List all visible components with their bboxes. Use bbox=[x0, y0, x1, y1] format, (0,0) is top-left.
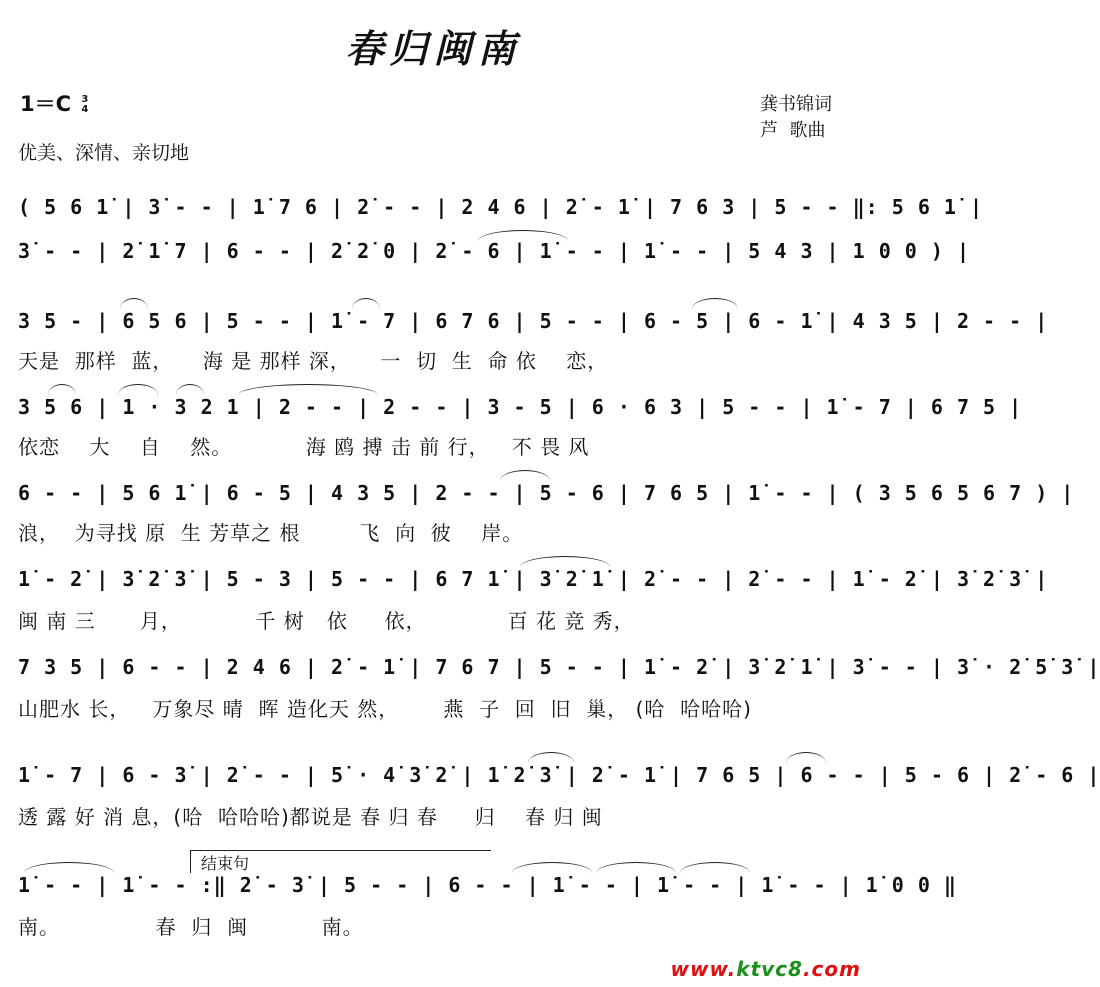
slur bbox=[24, 862, 114, 873]
slur bbox=[786, 752, 826, 763]
slur bbox=[478, 230, 568, 241]
site-watermark bbox=[671, 957, 861, 981]
score-line-6-notes: 1̇ - 2̇ | 3̇ 2̇ 3̇ | 5 - 3 | 5 - - | 6 7 1̇ | 3̇ 2̇ 1̇ | 2̇ - - | 2̇ - - | 1̇ - 2̇ | 3̇ 2̇ 3̇ | bbox=[18, 567, 1049, 591]
watermark-part-b: ktvc8 bbox=[736, 957, 803, 981]
score-line-3-lyrics: 天是 那样 蓝， 海 是 那样 深， 一 切 生 命 依 恋， bbox=[18, 349, 609, 373]
slur bbox=[500, 470, 550, 481]
slur bbox=[48, 384, 76, 395]
time-signature bbox=[81, 95, 88, 115]
score-line-6-lyrics: 闽 南 三 月， 千 树 依 依， 百 花 竞 秀， bbox=[18, 609, 635, 633]
lyricist: 龚书锦词 bbox=[760, 94, 832, 115]
score-line-7-notes: 7 3 5 | 6 - - | 2 4 6 | 2̇ - 1̇ | 7 6 7 | 5 - - | 1̇ - 2̇ | 3̇ 2̇ 1̇ | 3̇ - - | 3̇ · 2̇ 5̇ 3̇ | bbox=[18, 655, 1100, 679]
score-line-1-notes: ( 5 6 1̇ | 3̇ - - | 1̇ 7 6 | 2̇ - - | 2 4 6 | 2̇ - 1̇ | 7 6 3 | 5 - - ‖: 5 6 1̇ | bbox=[18, 195, 984, 219]
score-line-4-notes: 3 5 6 | 1 · 3 2 1 | 2 - - | 2 - - | 3 - 5 | 6 · 6 3 | 5 - - | 1̇ - 7 | 6 7 5 | bbox=[18, 395, 1023, 419]
slur bbox=[528, 752, 574, 763]
slur bbox=[520, 556, 610, 567]
slur bbox=[680, 862, 750, 873]
time-top: 3 bbox=[81, 94, 89, 105]
slur bbox=[176, 384, 204, 395]
song-title: 春归闽南 bbox=[345, 26, 522, 71]
score-line-3-notes: 3 5 - | 6 5 6 | 5 - - | 1̇ - 7 | 6 7 6 | 5 - - | 6 - 5 | 6 - 1̇ | 4 3 5 | 2 - - | bbox=[18, 309, 1049, 333]
composer: 芦 歌曲 bbox=[760, 120, 826, 141]
score-line-8-notes: 1̇ - 7 | 6 - 3̇ | 2̇ - - | 5̇ · 4̇ 3̇ 2̇ | 1̇ 2̇ 3̇ | 2̇ - 1̇ | 7 6 5 | 6 - - | 5 - 6 | 2̇ - 6 | bbox=[18, 763, 1100, 787]
score-line-5-lyrics: 浪， 为寻找 原 生 芳草之 根 飞 向 彼 岸。 bbox=[18, 521, 524, 545]
credits bbox=[760, 92, 832, 144]
slur bbox=[596, 862, 676, 873]
slur bbox=[238, 384, 378, 395]
score-line-9-lyrics: 南。 春 归 闽 南。 bbox=[18, 915, 364, 939]
score-line-8-lyrics: 透 露 好 消 息，(哈 哈哈哈)都说是 春 归 春 归 春 归 闽 bbox=[18, 805, 603, 829]
slur bbox=[352, 298, 380, 309]
score-line-7-lyrics: 山肥水 长， 万象尽 晴 晖 造化天 然， 燕 子 回 旧 巢， (哈 哈哈哈) bbox=[18, 697, 752, 721]
score-line-2-notes: 3̇ - - | 2̇ 1̇ 7 | 6 - - | 2̇ 2̇ 0 | 2̇ - 6 | 1̇ - - | 1̇ - - | 5 4 3 | 1 0 0 ) | bbox=[18, 239, 970, 263]
slur bbox=[118, 384, 158, 395]
key-signature bbox=[20, 88, 88, 118]
score-line-4-lyrics: 依恋 大 自 然。 海 鸥 搏 击 前 行， 不 畏 风 bbox=[18, 435, 590, 459]
slur bbox=[692, 298, 738, 309]
score-line-9-notes: 1̇ - - | 1̇ - - :‖ 2̇ - 3̇ | 5 - - | 6 - - | 1̇ - - | 1̇ - - | 1̇ - - | 1̇ 0 0 ‖ bbox=[18, 873, 957, 897]
key-label: 1＝C bbox=[20, 92, 72, 116]
tempo-marking: 优美、深情、亲切地 bbox=[18, 142, 190, 164]
slur bbox=[120, 298, 148, 309]
watermark-part-a: www. bbox=[670, 957, 737, 981]
time-bottom: 4 bbox=[81, 104, 89, 115]
watermark-part-c: .com bbox=[802, 957, 861, 981]
slur bbox=[512, 862, 592, 873]
ending-label: 结束句 bbox=[201, 854, 250, 873]
score-line-5-notes: 6 - - | 5 6 1̇ | 6 - 5 | 4 3 5 | 2 - - | 5 - 6 | 7 6 5 | 1̇ - - | ( 3 5 6 5 6 7 ) | bbox=[18, 481, 1075, 505]
